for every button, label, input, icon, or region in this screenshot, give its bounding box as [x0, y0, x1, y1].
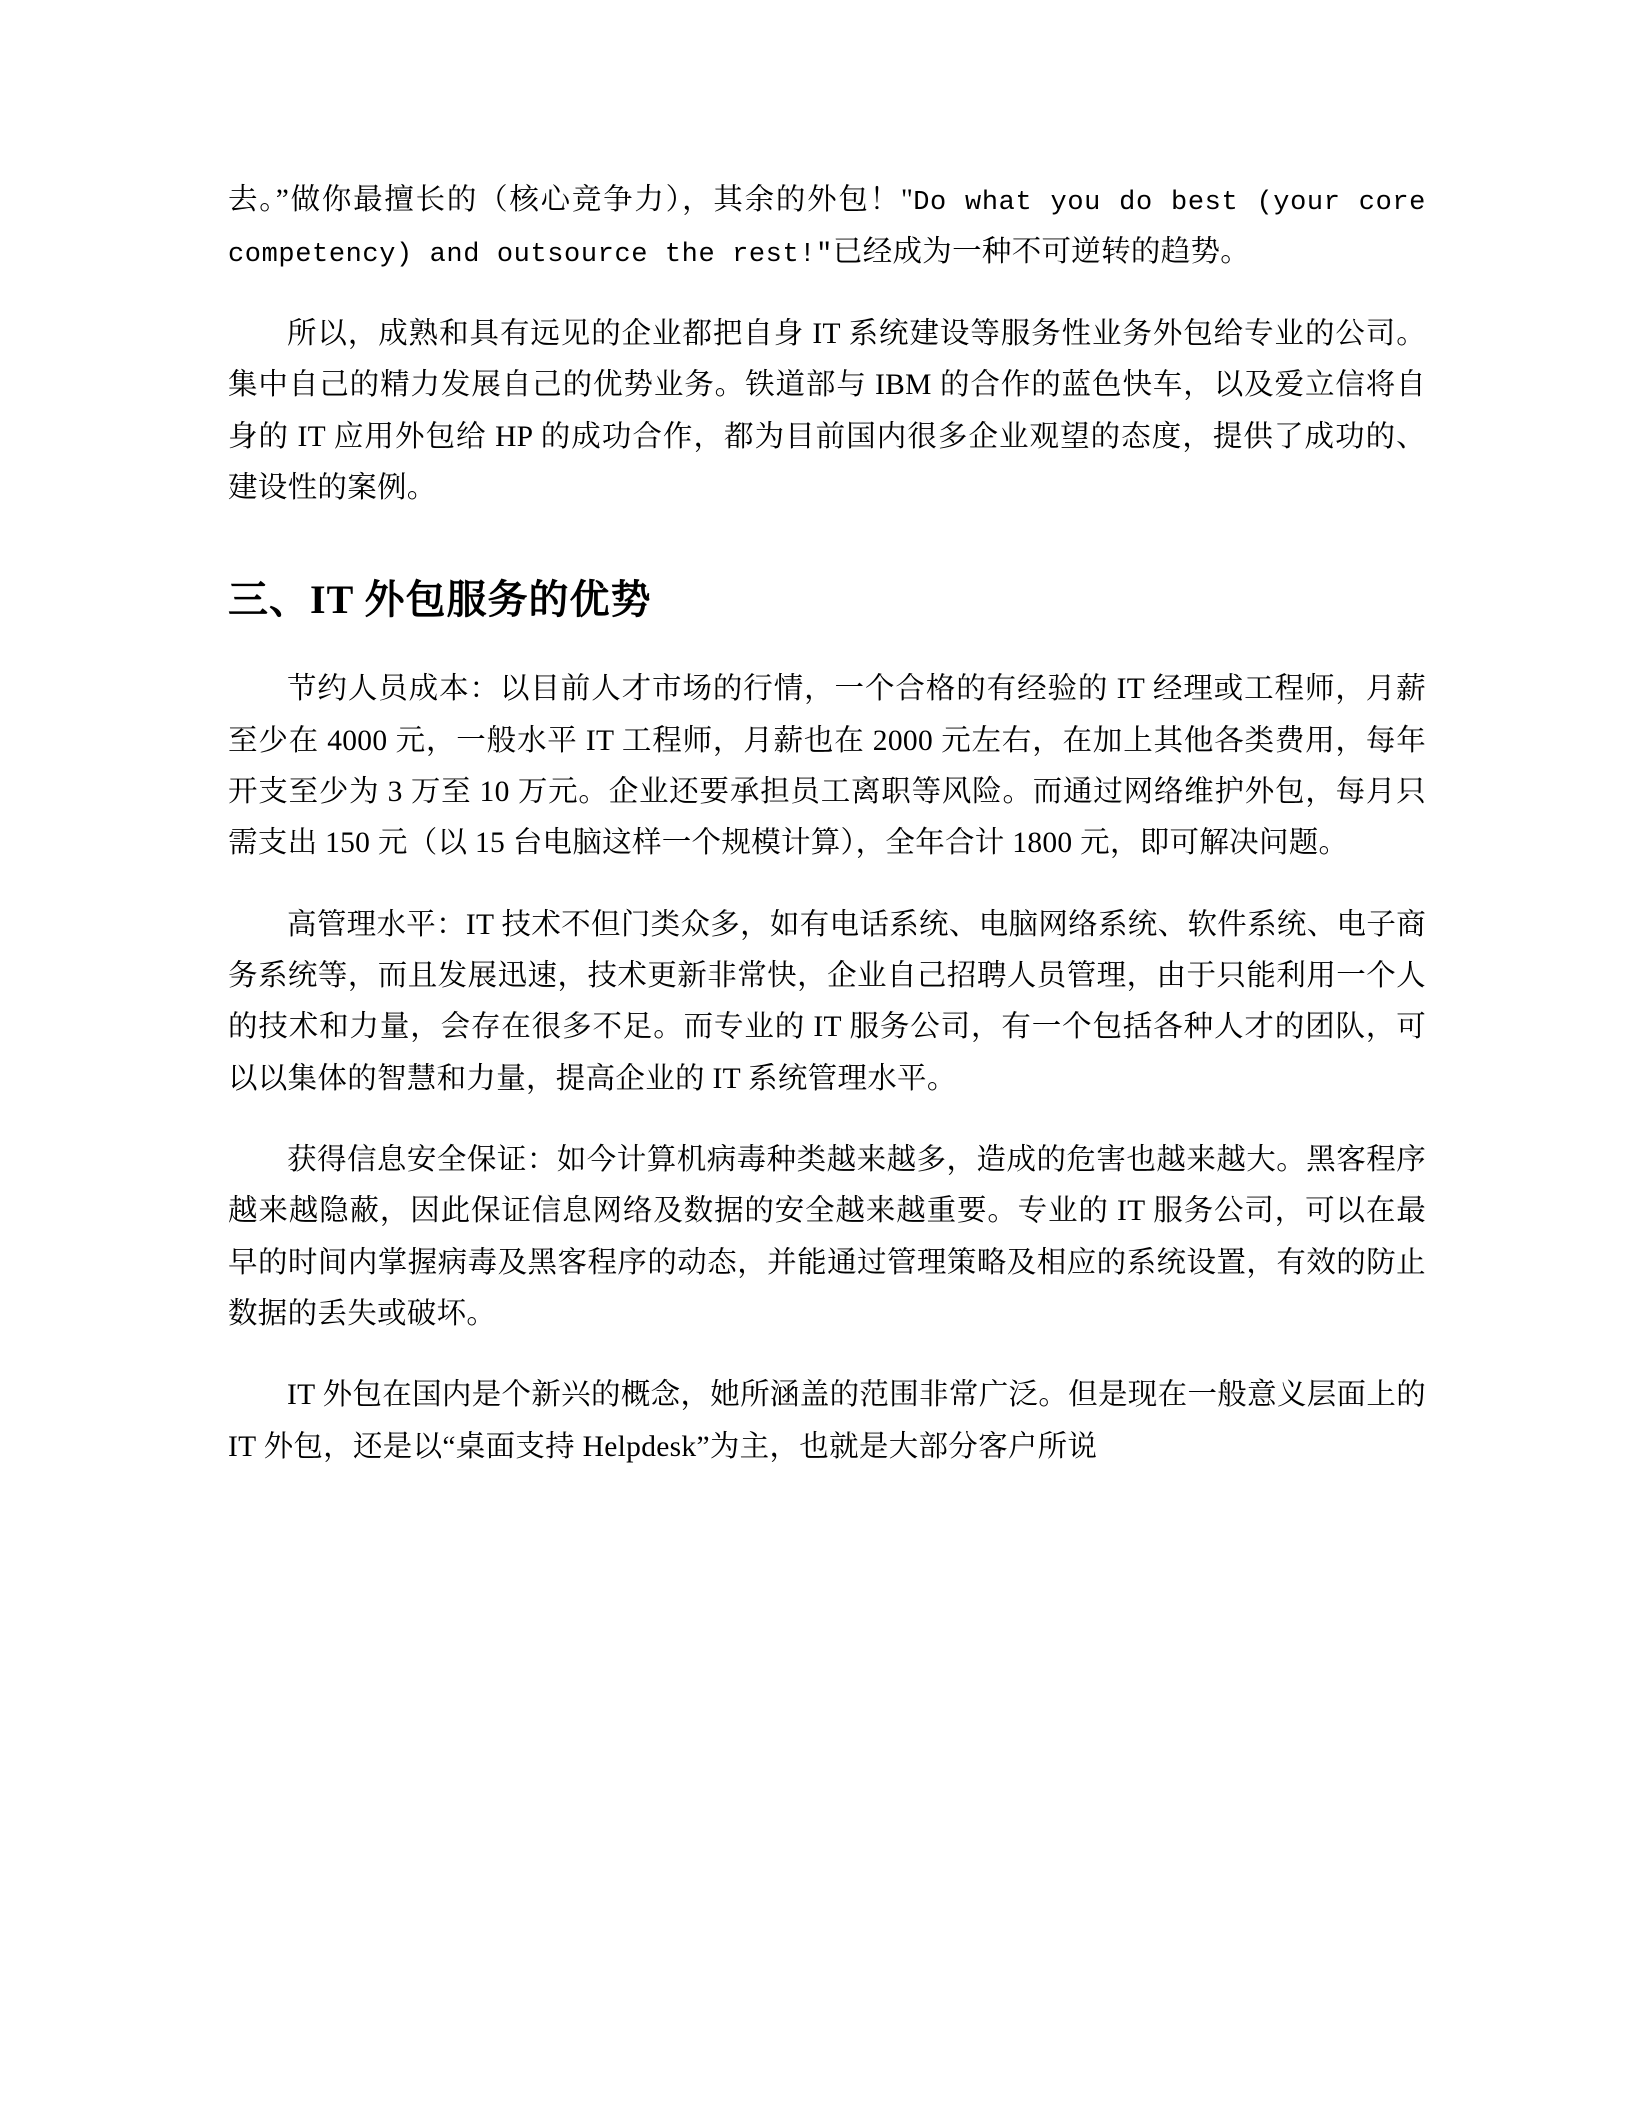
text-run: IT 外包在国内是个新兴的概念，她所涵盖的范围非常广泛。但是现在一般意义层面上的 IT 外包，还是以“桌面支持 Helpdesk”为主，也就是大部分客户所说 — [228, 1379, 1426, 1463]
text-run: 去。”做你最擅长的（核心竞争力），其余的外包！" — [228, 184, 914, 216]
text-run: 获得信息安全保证：如今计算机病毒种类越来越多，造成的危害也越来越大。黑客程序越来越隐蔽，因此保证信息网络及数据的安全越来越重要。专业的 IT 服务公司，可以在最早的时间内掌握病毒及黑客程序的动态，并能通过管理策略及相应的系统设置，有效的防止数据的丢失或破坏。 — [228, 1143, 1426, 1330]
paragraph-it-outsourcing-concept — [228, 1370, 1426, 1473]
paragraph-quote-outsource — [228, 175, 1426, 279]
text-run: 所以，成熟和具有远见的企业都把自身 IT 系统建设等服务性业务外包给专业的公司。集中自己的精力发展自己的优势业务。铁道部与 IBM 的合作的蓝色快车，以及爱立信将自身的 IT 应用外包给 HP 的成功合作，都为目前国内很多企业观望的态度，提供了成功的、建设性的案例。 — [228, 317, 1426, 504]
document-body — [228, 175, 1426, 1473]
paragraph-cost-saving — [228, 664, 1426, 869]
section-heading-advantages: 三、IT 外包服务的优势 — [228, 577, 652, 623]
paragraph-management-level — [228, 900, 1426, 1105]
paragraph-security-guarantee — [228, 1135, 1426, 1340]
paragraph-mature-enterprises — [228, 309, 1426, 514]
text-run: 高管理水平：IT 技术不但门类众多，如有电话系统、电脑网络系统、软件系统、电子商务系统等，而且发展迅速，技术更新非常快，企业自己招聘人员管理，由于只能利用一个人的技术和力量，会存在很多不足。而专业的 IT 服务公司，有一个包括各种人才的团队，可以以集体的智慧和力量，提高企业的 IT 系统管理水平。 — [228, 908, 1426, 1095]
text-run: 节约人员成本：以目前人才市场的行情，一个合格的有经验的 IT 经理或工程师，月薪至少在 4000 元，一般水平 IT 工程师，月薪也在 2000 元左右，在加上其他各类费用，每年开支至少为 3 万至 10 万元。企业还要承担员工离职等风险。而通过网络维护外包，每月只需支出 150 元（以 15 台电脑这样一个规模计算），全年合计 1800 元，即可解决问题。 — [228, 673, 1426, 860]
text-run: 已经成为一种不可逆转的趋势。 — [832, 235, 1251, 268]
monospace-run: Do what you do best (your core competency) and outsource the rest!" — [228, 188, 1426, 270]
